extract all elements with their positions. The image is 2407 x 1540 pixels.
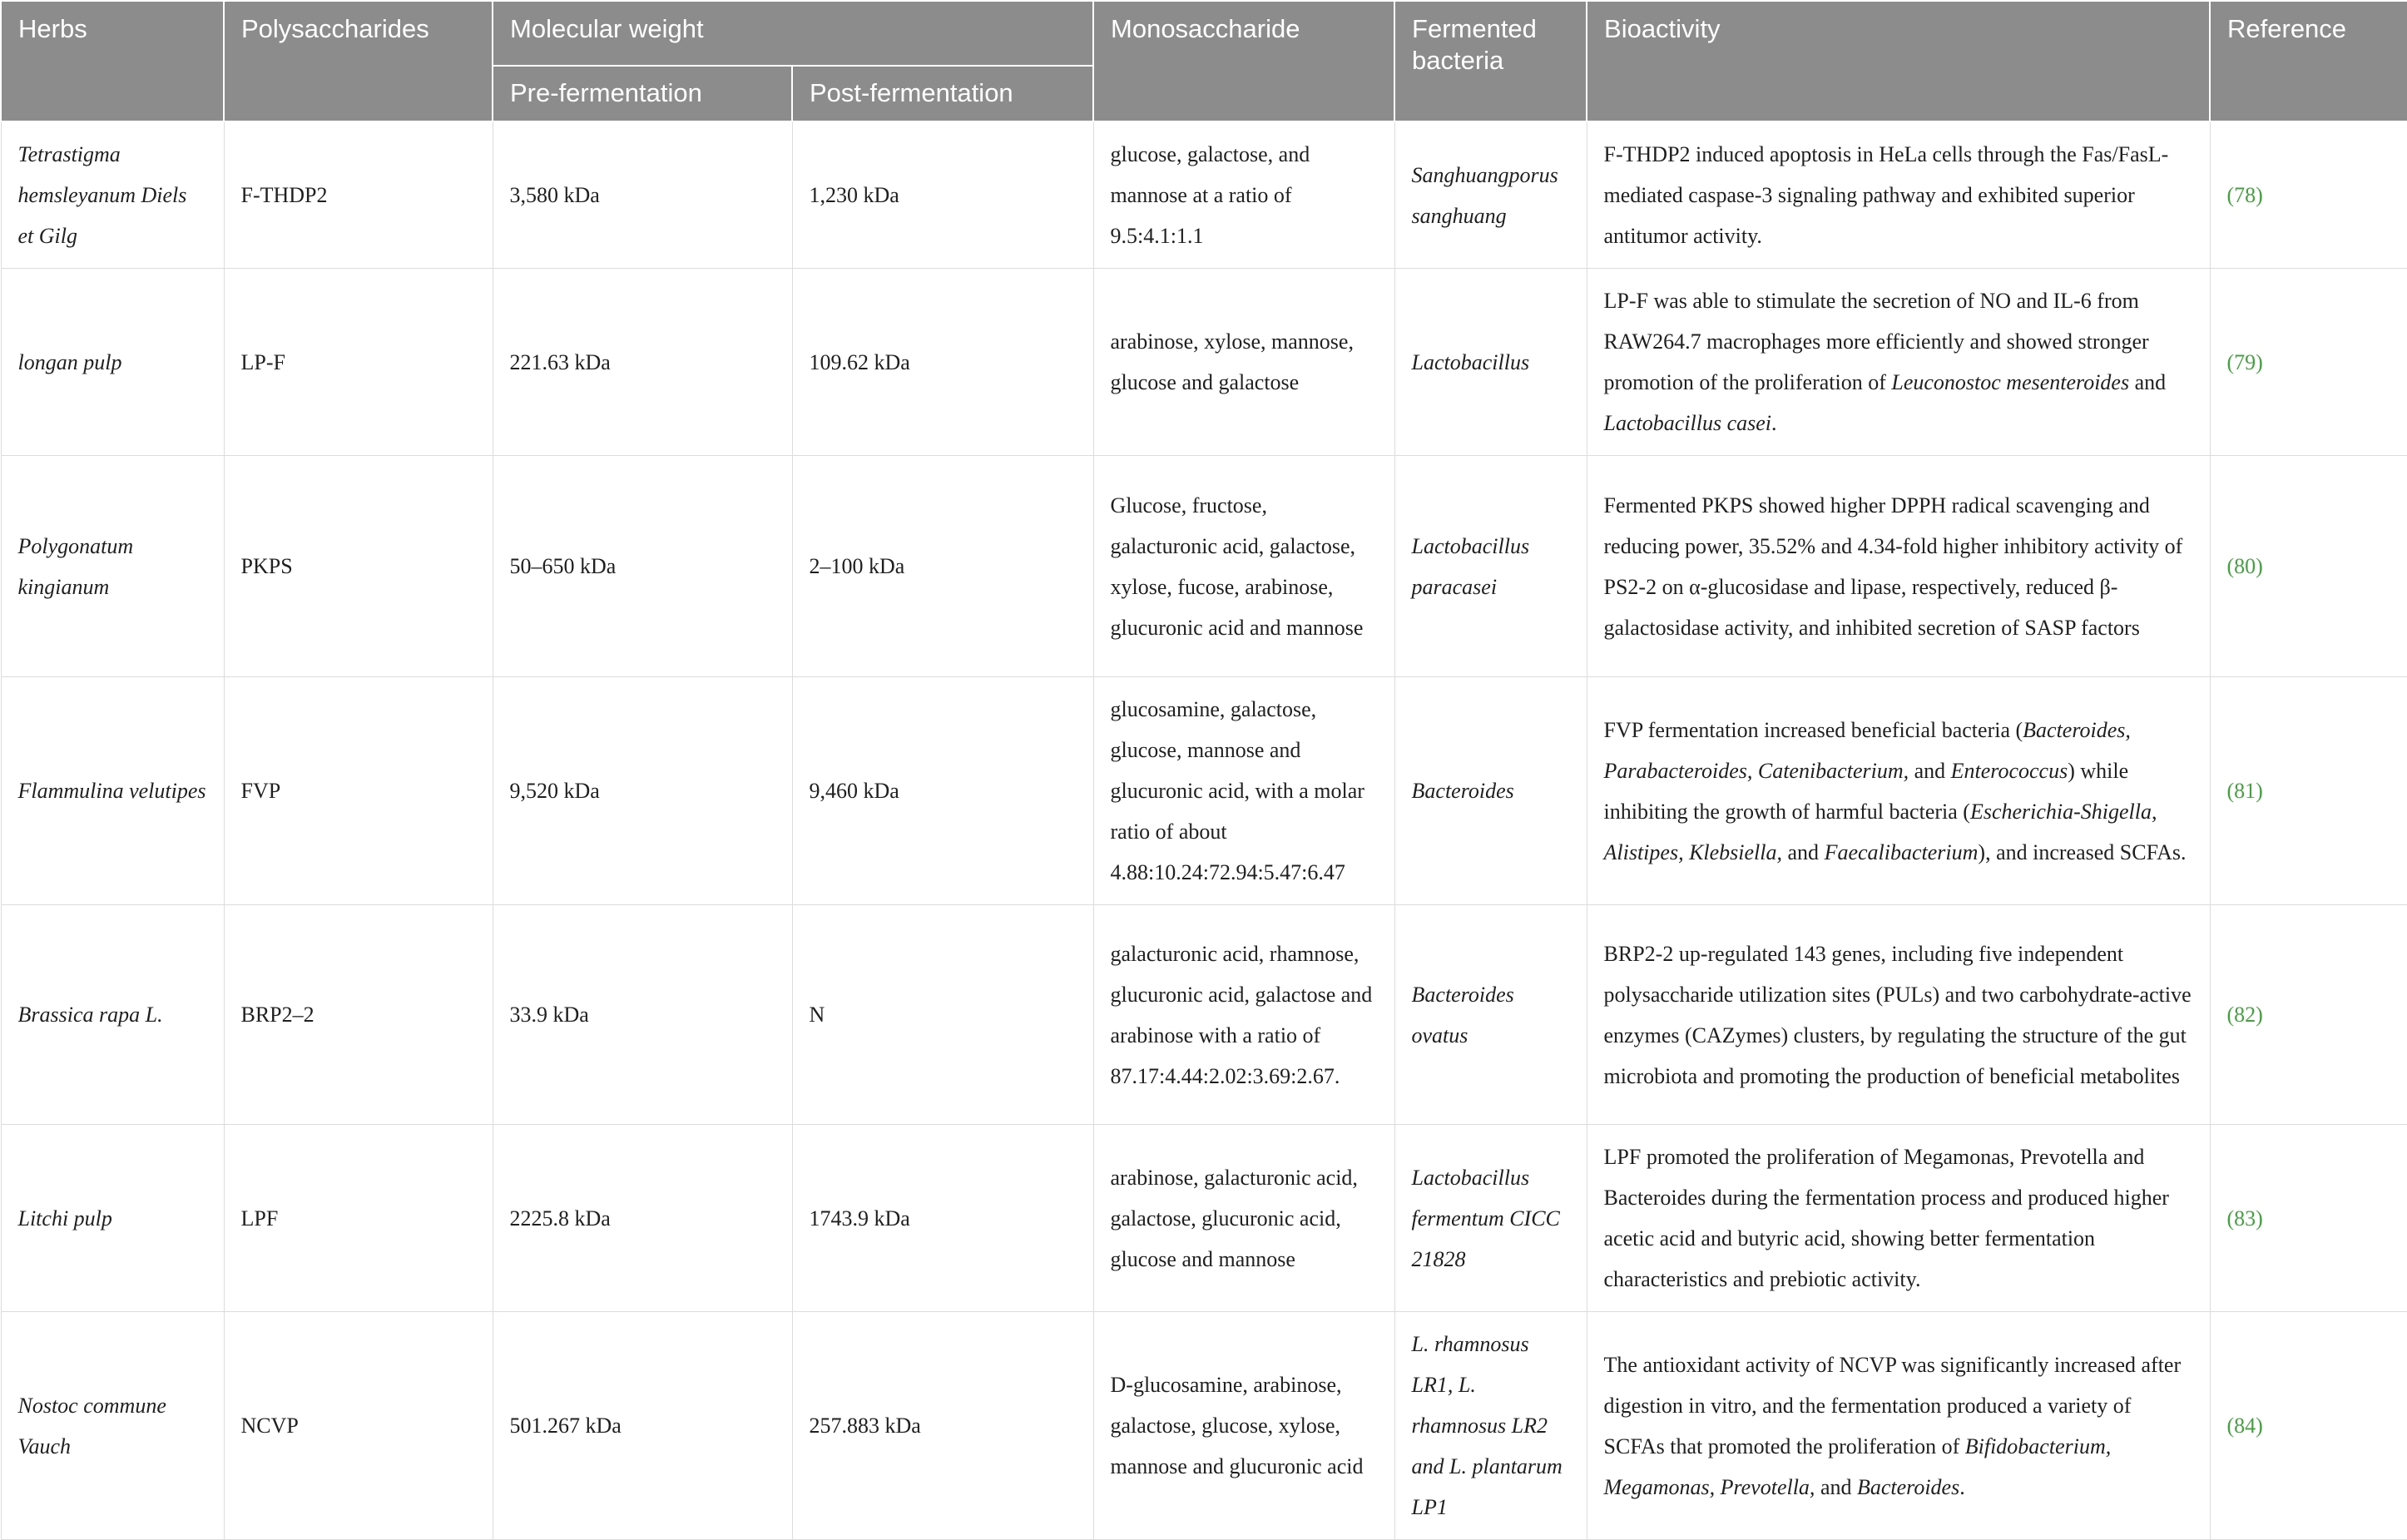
polysaccharide-cell: LPF bbox=[224, 1125, 493, 1312]
pre-fermentation-cell: 2225.8 kDa bbox=[493, 1125, 792, 1312]
pre-fermentation-cell: 33.9 kDa bbox=[493, 905, 792, 1125]
table-row bbox=[1, 269, 2407, 456]
pre-fermentation-cell: 3,580 kDa bbox=[493, 121, 792, 269]
herbs-cell: Brassica rapa L. bbox=[1, 905, 224, 1125]
fermented-bacteria-cell: Bacteroides ovatus bbox=[1394, 905, 1587, 1125]
col-header-polysaccharides: Polysaccharides bbox=[224, 1, 493, 121]
table-row bbox=[1, 1125, 2407, 1312]
reference-link[interactable]: (83) bbox=[2226, 1206, 2263, 1231]
bioactivity-cell: BRP2-2 up-regulated 143 genes, including five independent polysaccharide utilization sites (PULs) and two carbohydrate-active enzymes (CAZymes) clusters, by regulating the structure of the gut microbiota and promoting the production of beneficial metabolites bbox=[1587, 905, 2210, 1125]
bioactivity-cell: LP-F was able to stimulate the secretion of NO and IL-6 from RAW264.7 macrophages more efficiently and showed stronger promotion of the proliferation of Leuconostoc mesenteroides and Lactobacillus casei. bbox=[1587, 269, 2210, 456]
table-row bbox=[1, 677, 2407, 905]
bioactivity-cell: LPF promoted the proliferation of Megamonas, Prevotella and Bacteroides during the fermentation process and produced higher acetic acid and butyric acid, showing better fermentation characteristics and prebiotic activity. bbox=[1587, 1125, 2210, 1312]
reference-cell bbox=[2210, 456, 2407, 677]
fermented-bacteria-cell: Sanghuangporus sanghuang bbox=[1394, 121, 1587, 269]
reference-link[interactable]: (82) bbox=[2226, 1003, 2263, 1027]
pre-fermentation-cell: 221.63 kDa bbox=[493, 269, 792, 456]
monosaccharide-cell: D-glucosamine, arabinose, galactose, glucose, xylose, mannose and glucuronic acid bbox=[1093, 1312, 1394, 1540]
header-row-main bbox=[1, 1, 2407, 66]
reference-cell bbox=[2210, 677, 2407, 905]
reference-cell bbox=[2210, 905, 2407, 1125]
bioactivity-cell: The antioxidant activity of NCVP was significantly increased after digestion in vitro, and the fermentation produced a variety of SCFAs that promoted the proliferation of Bifidobacterium, Megamonas, Prevotella, and Bacteroides. bbox=[1587, 1312, 2210, 1540]
monosaccharide-cell: arabinose, galacturonic acid, galactose, glucuronic acid, glucose and mannose bbox=[1093, 1125, 1394, 1312]
col-header-bioactivity: Bioactivity bbox=[1587, 1, 2210, 121]
fermented-bacteria-cell: L. rhamnosus LR1, L. rhamnosus LR2 and L. plantarum LP1 bbox=[1394, 1312, 1587, 1540]
herbs-cell: longan pulp bbox=[1, 269, 224, 456]
col-header-reference: Reference bbox=[2210, 1, 2407, 121]
reference-cell bbox=[2210, 269, 2407, 456]
reference-cell bbox=[2210, 121, 2407, 269]
col-header-herbs: Herbs bbox=[1, 1, 224, 121]
reference-link[interactable]: (81) bbox=[2226, 779, 2263, 803]
polysaccharide-cell: LP-F bbox=[224, 269, 493, 456]
bioactivity-cell: Fermented PKPS showed higher DPPH radical scavenging and reducing power, 35.52% and 4.34-fold higher inhibitory activity of PS2-2 on α-glucosidase and lipase, respectively, reduced β-galactosidase activity, and inhibited secretion of SASP factors bbox=[1587, 456, 2210, 677]
polysaccharide-cell: PKPS bbox=[224, 456, 493, 677]
polysaccharide-cell: NCVP bbox=[224, 1312, 493, 1540]
table-row bbox=[1, 121, 2407, 269]
herbs-cell: Flammulina velutipes bbox=[1, 677, 224, 905]
reference-link[interactable]: (78) bbox=[2226, 183, 2263, 207]
col-header-pre-fermentation: Pre-fermentation bbox=[493, 66, 792, 121]
table-row bbox=[1, 905, 2407, 1125]
col-header-fermented-bacteria: Fermented bacteria bbox=[1394, 1, 1587, 121]
herbs-cell: Litchi pulp bbox=[1, 1125, 224, 1312]
post-fermentation-cell: 2–100 kDa bbox=[792, 456, 1093, 677]
pre-fermentation-cell: 50–650 kDa bbox=[493, 456, 792, 677]
reference-cell bbox=[2210, 1125, 2407, 1312]
pre-fermentation-cell: 9,520 kDa bbox=[493, 677, 792, 905]
post-fermentation-cell: 109.62 kDa bbox=[792, 269, 1093, 456]
monosaccharide-cell: arabinose, xylose, mannose, glucose and galactose bbox=[1093, 269, 1394, 456]
monosaccharide-cell: glucose, galactose, and mannose at a ratio of 9.5:4.1:1.1 bbox=[1093, 121, 1394, 269]
post-fermentation-cell: 9,460 kDa bbox=[792, 677, 1093, 905]
polysaccharide-cell: F-THDP2 bbox=[224, 121, 493, 269]
monosaccharide-cell: galacturonic acid, rhamnose, glucuronic acid, galactose and arabinose with a ratio of 87.17:4.44:2.02:3.69:2.67. bbox=[1093, 905, 1394, 1125]
monosaccharide-cell: glucosamine, galactose, glucose, mannose and glucuronic acid, with a molar ratio of about 4.88:10.24:72.94:5.47:6.47 bbox=[1093, 677, 1394, 905]
post-fermentation-cell: 1743.9 kDa bbox=[792, 1125, 1093, 1312]
herbs-cell: Tetrastigma hemsleyanum Diels et Gilg bbox=[1, 121, 224, 269]
fermented-bacteria-cell: Lactobacillus fermentum CICC 21828 bbox=[1394, 1125, 1587, 1312]
reference-link[interactable]: (79) bbox=[2226, 349, 2263, 374]
fermented-bacteria-cell: Bacteroides bbox=[1394, 677, 1587, 905]
post-fermentation-cell: 257.883 kDa bbox=[792, 1312, 1093, 1540]
reference-link[interactable]: (80) bbox=[2226, 554, 2263, 578]
table-row bbox=[1, 1312, 2407, 1540]
reference-cell bbox=[2210, 1312, 2407, 1540]
herbs-cell: Nostoc commune Vauch bbox=[1, 1312, 224, 1540]
fermented-bacteria-cell: Lactobacillus bbox=[1394, 269, 1587, 456]
polysaccharide-cell: FVP bbox=[224, 677, 493, 905]
pre-fermentation-cell: 501.267 kDa bbox=[493, 1312, 792, 1540]
col-header-post-fermentation: Post-fermentation bbox=[792, 66, 1093, 121]
post-fermentation-cell: N bbox=[792, 905, 1093, 1125]
herbs-cell: Polygonatum kingianum bbox=[1, 456, 224, 677]
fermented-bacteria-cell: Lactobacillus paracasei bbox=[1394, 456, 1587, 677]
table-body bbox=[1, 121, 2407, 1540]
polysaccharide-cell: BRP2–2 bbox=[224, 905, 493, 1125]
monosaccharide-cell: Glucose, fructose, galacturonic acid, galactose, xylose, fucose, arabinose, glucuronic acid and mannose bbox=[1093, 456, 1394, 677]
col-header-molecular-weight: Molecular weight bbox=[493, 1, 1093, 66]
table-row bbox=[1, 456, 2407, 677]
table-header bbox=[1, 1, 2407, 121]
col-header-monosaccharide: Monosaccharide bbox=[1093, 1, 1394, 121]
bioactivity-cell: FVP fermentation increased beneficial bacteria (Bacteroides, Parabacteroides, Catenibacterium, and Enterococcus) while inhibiting the growth of harmful bacteria (Escherichia-Shigella, Alistipes, Klebsiella, and Faecalibacterium), and increased SCFAs. bbox=[1587, 677, 2210, 905]
post-fermentation-cell: 1,230 kDa bbox=[792, 121, 1093, 269]
reference-link[interactable]: (84) bbox=[2226, 1414, 2263, 1438]
bioactivity-cell: F-THDP2 induced apoptosis in HeLa cells through the Fas/FasL-mediated caspase-3 signaling pathway and exhibited superior antitumor activity. bbox=[1587, 121, 2210, 269]
